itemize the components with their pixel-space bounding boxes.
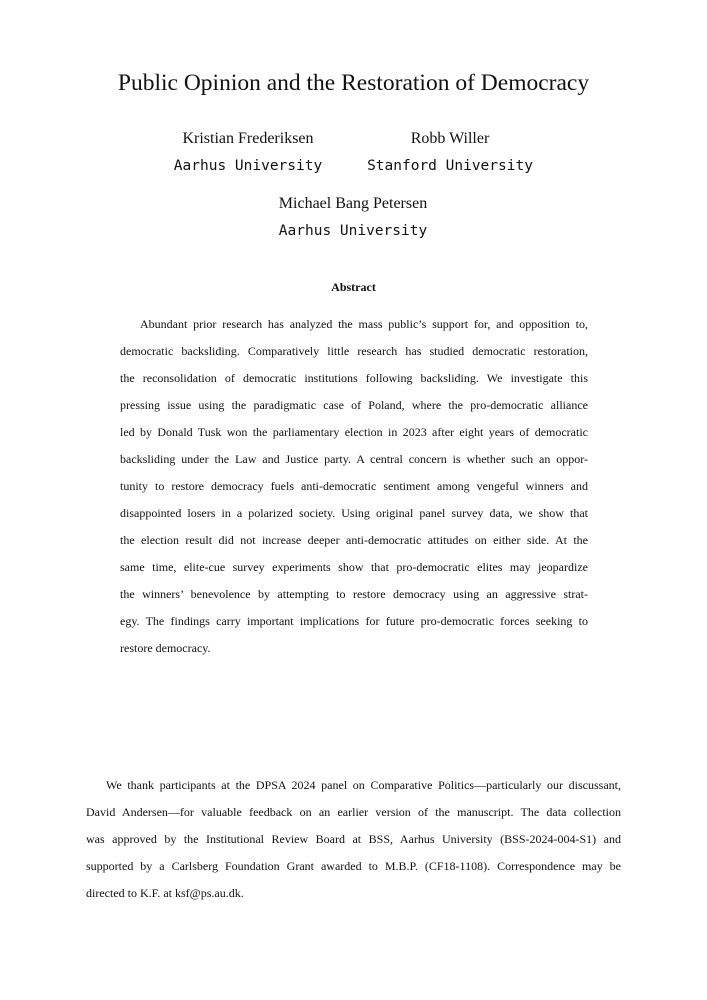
abstract-line: the reconsolidation of democratic institutions following backsliding. We investigate this [120, 371, 588, 385]
acknowledgment-line: was approved by the Institutional Review Board at BSS, Aarhus University (BSS-2024-004-S1) and [86, 832, 621, 846]
abstract-line: Abundant prior research has analyzed the mass public’s support for, and opposition to, [140, 317, 588, 331]
acknowledgment-line: We thank participants at the DPSA 2024 panel on Comparative Politics—particularly our discussant, [106, 778, 621, 792]
author-block [253, 194, 453, 241]
abstract-line: restore democracy. [120, 641, 211, 655]
abstract-line: pressing issue using the paradigmatic case of Poland, where the pro-democratic alliance [120, 398, 588, 412]
abstract-line: same time, elite-cue survey experiments show that pro-democratic elites may jeopardize [120, 560, 588, 574]
abstract-line: egy. The findings carry important implications for future pro-democratic forces seeking to [120, 614, 588, 628]
author-affiliation: Aarhus University [278, 223, 428, 239]
acknowledgment-line: supported by a Carlsberg Foundation Grant awarded to M.B.P. (CF18-1108). Correspondence may be [86, 859, 621, 873]
abstract-line: disappointed losers in a polarized society. Using original panel survey data, we show that [120, 506, 588, 520]
abstract-line: the election result did not increase deeper anti-democratic attitudes on either side. At the [120, 533, 588, 547]
author-block [350, 129, 550, 176]
abstract-line: led by Donald Tusk won the parliamentary election in 2023 after eight years of democratic [120, 425, 588, 439]
author-block [148, 129, 348, 176]
abstract-line: tunity to restore democracy fuels anti-democratic sentiment among vengeful winners and [120, 479, 588, 493]
author-name: Robb Willer [410, 130, 490, 147]
abstract-line: backsliding under the Law and Justice party. A central concern is whether such an oppor- [120, 452, 588, 466]
paper-title: Public Opinion and the Restoration of Democracy [117, 70, 590, 96]
acknowledgment-line: David Andersen—for valuable feedback on an earlier version of the manuscript. The data collection [86, 805, 621, 819]
author-name: Kristian Frederiksen [182, 130, 314, 147]
acknowledgment-line: directed to K.F. at ksf@ps.au.dk. [86, 886, 244, 900]
abstract-line: the winners’ benevolence by attempting to restore democracy using an aggressive strat- [120, 587, 588, 601]
author-name: Michael Bang Petersen [278, 195, 428, 212]
author-affiliation: Aarhus University [173, 158, 323, 174]
abstract-heading: Abstract [331, 280, 376, 294]
author-affiliation: Stanford University [367, 158, 533, 174]
abstract-line: democratic backsliding. Comparatively little research has studied democratic restoration, [120, 344, 588, 358]
